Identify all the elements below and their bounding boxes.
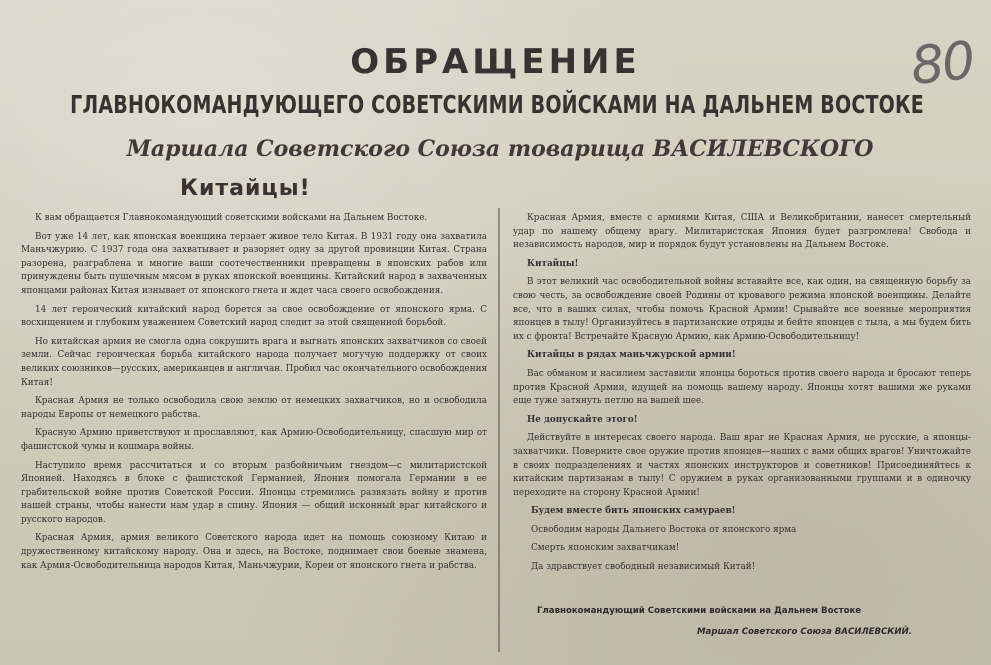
left-column [21,212,487,660]
signature-title: Главнокомандующий Советскими войсками на Дальнем Востоке [537,606,862,616]
right-paragraph: В этот великий час освободительной войны вставайте все, как один, на священную борьбу за свою честь, за освобождение своей Родины от кровавого режима японской военщины. Делайте все, что в ваших силах, чтобы помочь Красной Армии! Срывайте все военные мероприятия японцев в тылу! Организуйтесь в партизанские отряды и бейте японцев с тыла, а мы будем бить их с фронта! Встречайте Красную Армию, как Армию-Освободительницу! [513,277,971,342]
right-paragraph: Освободим народы Дальнего Востока от японского ярма [531,524,797,535]
right-paragraph: Китайцы в рядах маньчжурской армии! [527,350,736,361]
left-paragraph: К вам обращается Главнокомандующий советскими войсками на Дальнем Востоке. [35,213,428,223]
right-paragraph: Действуйте в интересах своего народа. Ваш враг не Красная Армия, не русские, а японцы-захватчики. Поверните свое оружие против японцев—наших с вами общих врагов! Уничтожайте в своих подразделениях и частях японских инструкторов и советников! Присоединяйтесь к китайским партизанам в тылу! С оружием в руках организованными группами и в одиночку переходите на сторону Красной Армии! [513,433,971,498]
document-title: ОБРАЩЕНИЕ [350,42,641,82]
signature-name: Маршал Советского Союза ВАСИЛЕВСКИЙ. [697,627,912,637]
right-paragraph: Смерть японским захватчикам! [531,543,680,554]
address-heading: Китайцы! [180,176,311,201]
right-paragraph: Китайцы! [527,258,579,269]
left-paragraph: Но китайская армия не смогла одна сокрушить врага и выгнать японских захватчиков со своей земли. Сейчас героическая борьба китайского народа получает могучую поддержку от своих великих союзников—русских, американцев и англичан. Пробил час окончательного освобождения Китая! [21,336,487,388]
right-column [513,212,971,660]
left-paragraph: Красная Армия не только освободила свою землю от немецких захватчиков, но и освободила народы Европы от немецкого рабства. [21,396,487,420]
left-paragraph: Наступило время рассчитаться и со вторым разбойничьим гнездом—с милитаристской Японией. Находясь в блоке с фашистской Германией, Япония помогала Германии в ее грабительской войне против Советской России. Японцы стремились развязать войну и против нашей страны, чтобы нанести нам удар в спину. Япония — общий исконный враг китайского и русского народов. [21,460,487,525]
right-paragraph: Будем вместе бить японских самураев! [531,506,736,517]
right-paragraph: Красная Армия, вместе с армиями Китая, США и Великобритании, нанесет смертельный удар по нашему общему врагу. Милитаристская Япония будет разгромлена! Свобода и независимость народов, мир и порядок будут установлены на Дальнем Востоке. [513,213,971,251]
document-subtitle: ГЛАВНОКОМАНДУЮЩЕГО СОВЕТСКИМИ ВОЙСКАМИ НА ДАЛЬНЕМ ВОСТОКЕ [70,90,924,120]
right-paragraph: Не допускайте этого! [527,414,638,425]
right-paragraph: Вас обманом и насилием заставили японцы бороться против своего народа и бросают теперь против Красной Армии, идущей на помощь вашему народу. Японцы хотят вашими же руками еще туже затянуть петлю на вашей шее. [513,368,971,407]
left-paragraph: 14 лет героический китайский народ борется за свое освобождение от японского ярма. С восхищением и глубоким уважением Советский народ следит за этой священной борьбой. [21,304,487,329]
column-divider [498,208,500,652]
left-paragraph: Красную Армию приветствуют и прославляют, как Армию-Освободительницу, спасшую мир от фашистской чумы и кошмара войны. [21,428,487,452]
left-paragraph: Красная Армия, армия великого Советского народа идет на помощь союзному Китаю и дружественному китайскому народу. Она и здесь, на Востоке, поднимает свои боевые знамена, как Армия-Освободительница народов Китая, Маньчжурии, Кореи от японского гнета и рабства. [21,533,487,571]
page-number: 80 [907,30,976,98]
left-paragraph: Вот уже 14 лет, как японская военщина терзает живое тело Китая. В 1931 году она захватила Маньчжурию. С 1937 года она захватывает и разоряет одну за другой провинции Китая. Страна разорена, разграблена и многие ваши соотечественники превращены в японских рабов или принуждены быть пушечным мясом в руках японской военщины. Китайский народ в захваченных японцами районах Китая изнывает от японского гнета и ждет часа своего освобождения. [21,231,487,296]
right-paragraph: Да здравствует свободный независимый Китай! [531,562,756,573]
document-subtitle-author: Маршала Советского Союза товарища ВАСИЛЕВСКОГО [126,136,874,162]
